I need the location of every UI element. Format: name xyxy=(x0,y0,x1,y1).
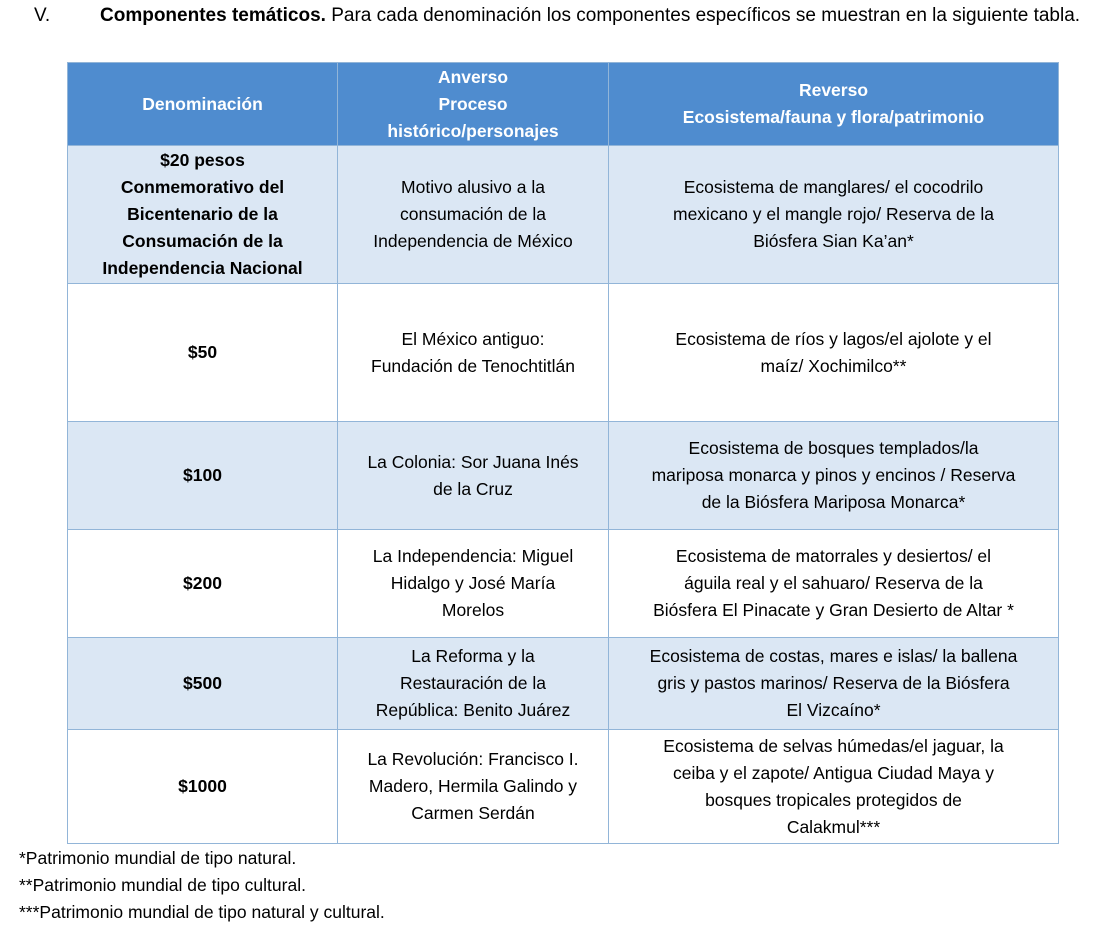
cell-line: de la Cruz xyxy=(433,478,513,499)
cell-line: ceiba y el zapote/ Antigua Ciudad Maya y xyxy=(672,762,995,783)
cell-line: Calakmul*** xyxy=(786,816,881,837)
cell-anverso xyxy=(338,422,609,530)
cell-line: Restauración de la xyxy=(400,673,546,693)
table-header-row xyxy=(68,63,1059,146)
cell-line: Conmemorativo del xyxy=(120,177,285,197)
cell-reverso xyxy=(609,530,1059,638)
cell-denominacion xyxy=(68,422,338,530)
cell-line: Ecosistema de costas, mares e islas/ la ballena xyxy=(649,646,1018,666)
cell-line: La Reforma y la xyxy=(411,646,535,666)
cell-line: El México antiguo: xyxy=(401,328,545,349)
section-title: Componentes temáticos. xyxy=(100,5,326,26)
cell-reverso xyxy=(609,730,1059,844)
footnote: *Patrimonio mundial de tipo natural. xyxy=(19,848,297,868)
cell-line: Independencia de México xyxy=(373,231,573,251)
section-intro-text: Para cada denominación los componentes específicos se muestran en la siguiente tabla. xyxy=(325,5,1081,26)
header-denominacion xyxy=(68,63,338,146)
table-row xyxy=(68,146,1059,284)
table-row xyxy=(68,638,1059,730)
section-number: V. xyxy=(34,5,51,26)
cell-line: maíz/ Xochimilco** xyxy=(760,355,907,376)
header-anverso-line: Anverso xyxy=(437,66,509,87)
cell-line: Fundación de Tenochtitlán xyxy=(371,355,575,376)
cell-line: Hidalgo y José María xyxy=(390,573,556,593)
cell-anverso xyxy=(338,638,609,730)
cell-reverso xyxy=(609,638,1059,730)
thematic-components-table xyxy=(67,62,1059,844)
cell-anverso xyxy=(338,146,609,284)
footnote: **Patrimonio mundial de tipo cultural. xyxy=(19,875,306,895)
cell-line: Biósfera El Pinacate y Gran Desierto de Altar * xyxy=(653,600,1014,620)
cell-line: águila real y el sahuaro/ Reserva de la xyxy=(684,573,983,593)
cell-line: Ecosistema de manglares/ el cocodrilo xyxy=(683,177,984,197)
table-row xyxy=(68,422,1059,530)
cell-line: Ecosistema de ríos y lagos/el ajolote y el xyxy=(675,328,992,349)
header-denominacion-label: Denominación xyxy=(142,93,263,114)
cell-line: $20 pesos xyxy=(160,150,245,170)
cell-line: La Colonia: Sor Juana Inés xyxy=(367,451,579,472)
cell-line: de la Biósfera Mariposa Monarca* xyxy=(701,492,966,512)
header-reverso-line: Ecosistema/fauna y flora/patrimonio xyxy=(682,107,985,127)
cell-reverso xyxy=(609,422,1059,530)
cell-line: Ecosistema de selvas húmedas/el jaguar, la xyxy=(663,735,1004,756)
cell-line: mexicano y el mangle rojo/ Reserva de la xyxy=(673,204,994,224)
cell-line: $200 xyxy=(183,573,222,593)
cell-denominacion xyxy=(68,638,338,730)
table-row xyxy=(68,284,1059,422)
cell-denominacion xyxy=(68,284,338,422)
cell-line: Independencia Nacional xyxy=(102,258,303,278)
cell-line: Bicentenario de la xyxy=(127,204,278,224)
cell-reverso xyxy=(609,284,1059,422)
cell-line: El Vizcaíno* xyxy=(786,700,881,720)
cell-denominacion xyxy=(68,530,338,638)
cell-line: La Revolución: Francisco I. xyxy=(367,749,579,769)
header-anverso-line: histórico/personajes xyxy=(387,120,559,141)
cell-anverso xyxy=(338,284,609,422)
cell-anverso xyxy=(338,530,609,638)
header-reverso xyxy=(609,63,1059,146)
cell-line: $500 xyxy=(183,673,222,693)
cell-line: Ecosistema de matorrales y desiertos/ el xyxy=(675,546,992,566)
cell-line: $100 xyxy=(183,465,222,485)
header-anverso-line: Proceso xyxy=(438,93,508,114)
cell-line: Morelos xyxy=(441,600,505,620)
cell-reverso xyxy=(609,146,1059,284)
cell-anverso xyxy=(338,730,609,844)
cell-denominacion xyxy=(68,146,338,284)
cell-line: mariposa monarca y pinos y encinos / Reserva xyxy=(651,465,1016,485)
table-row xyxy=(68,530,1059,638)
header-anverso xyxy=(338,63,609,146)
cell-line: Motivo alusivo a la xyxy=(401,177,545,197)
section-paragraph xyxy=(100,2,1100,29)
table-row xyxy=(68,730,1059,844)
footnote: ***Patrimonio mundial de tipo natural y cultural. xyxy=(19,902,385,922)
cell-denominacion xyxy=(68,730,338,844)
cell-line: Consumación de la xyxy=(122,231,283,251)
cell-line: $50 xyxy=(187,342,218,362)
header-reverso-line: Reverso xyxy=(798,80,869,100)
cell-line: Madero, Hermila Galindo y xyxy=(368,776,578,796)
cell-line: La Independencia: Miguel xyxy=(372,546,574,566)
cell-line: República: Benito Juárez xyxy=(375,700,571,720)
cell-line: bosques tropicales protegidos de xyxy=(705,789,962,810)
cell-line: consumación de la xyxy=(400,204,546,224)
cell-line: gris y pastos marinos/ Reserva de la Biósfera xyxy=(657,673,1010,693)
footnotes xyxy=(19,845,385,926)
cell-line: Biósfera Sian Ka’an* xyxy=(753,231,914,251)
cell-line: Carmen Serdán xyxy=(411,803,535,823)
cell-line: $1000 xyxy=(178,776,227,796)
cell-line: Ecosistema de bosques templados/la xyxy=(688,438,979,458)
